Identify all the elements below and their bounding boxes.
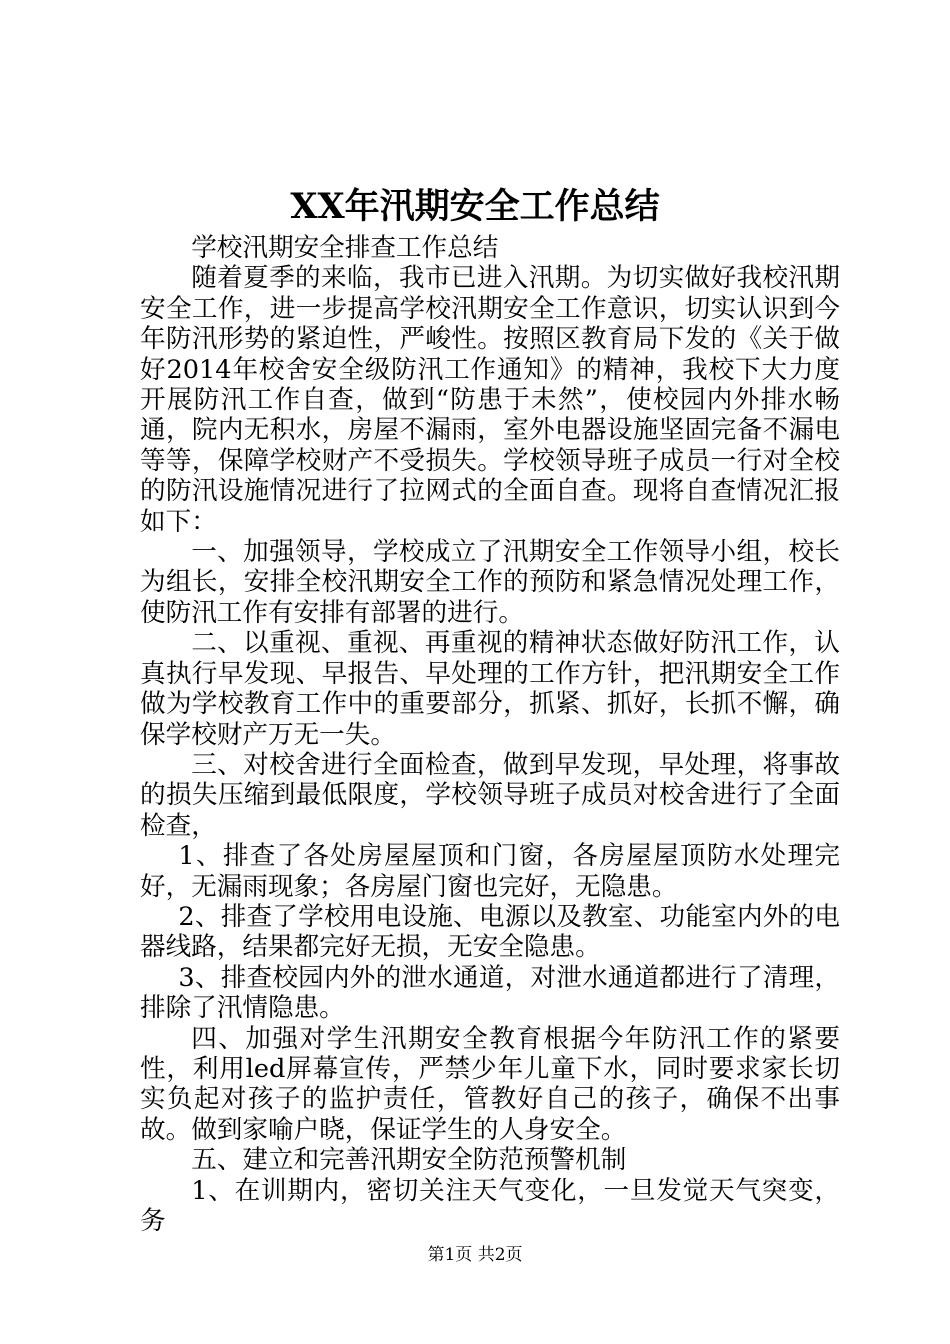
paragraph-section-2: 二、以重视、重视、再重视的精神状态做好防汛工作，认真执行早发现、早报告、早处理的工作方针，把汛期安全工作做为学校教育工作中的重要部分，抓紧、抓好，长抓不懈，确保学校财产万无一失。 — [140, 628, 840, 750]
paragraph-item-2: 2、排查了学校用电设施、电源以及教室、功能室内外的电器线路，结果都完好无损，无安全隐患。 — [140, 901, 840, 963]
paragraph-section-3: 三、对校舍进行全面检查，做到早发现，早处理，将事故的损失压缩到最低限度，学校领导班子成员对校舍进行了全面检查， — [140, 749, 840, 841]
paragraph-section-4: 四、加强对学生汛期安全教育根据今年防汛工作的紧要性，利用led屏幕宣传，严禁少年儿童下水，同时要求家长切实负起对孩子的监护责任，管教好自己的孩子，确保不出事故。做到家喻户晓，保证学生的人身安全。 — [140, 1023, 840, 1145]
paragraph-intro: 随着夏季的来临，我市已进入汛期。为切实做好我校汛期安全工作，进一步提高学校汛期安全工作意识，切实认识到今年防汛形势的紧迫性，严峻性。按照区教育局下发的《关于做好2014年校舍安全级防汛工作通知》的精神，我校下大力度开展防汛工作自查，做到“防患于未然”，使校园内外排水畅通，院内无积水，房屋不漏雨，室外电器设施坚固完备不漏电等等，保障学校财产不受损失。学校领导班子成员一行对全校的防汛设施情况进行了拉网式的全面自查。现将自查情况汇报如下： — [140, 263, 840, 537]
paragraph-subtitle: 学校汛期安全排查工作总结 — [191, 233, 499, 263]
page-footer: 第1页 共2页 — [427, 1245, 523, 1265]
paragraph-item-3: 3、排查校园内外的泄水通道，对泄水通道都进行了清理，排除了汛情隐患。 — [140, 962, 840, 1024]
paragraph-item-1: 1、排查了各处房屋屋顶和门窗，各房屋屋顶防水处理完好，无漏雨现象；各房屋门窗也完好，无隐患。 — [140, 841, 840, 902]
document-title: XX年汛期安全工作总结 — [290, 186, 660, 227]
paragraph-section-1: 一、加强领导，学校成立了汛期安全工作领导小组，校长为组长，安排全校汛期安全工作的预防和紧急情况处理工作，使防汛工作有安排有部署的进行。 — [140, 537, 840, 628]
paragraph-section-5-item-1: 1、在训期内，密切关注天气变化，一旦发觉天气突变，务 — [140, 1175, 840, 1236]
document-body — [140, 233, 840, 1236]
paragraph-section-5: 五、建立和完善汛期安全防范预警机制 — [191, 1145, 627, 1176]
